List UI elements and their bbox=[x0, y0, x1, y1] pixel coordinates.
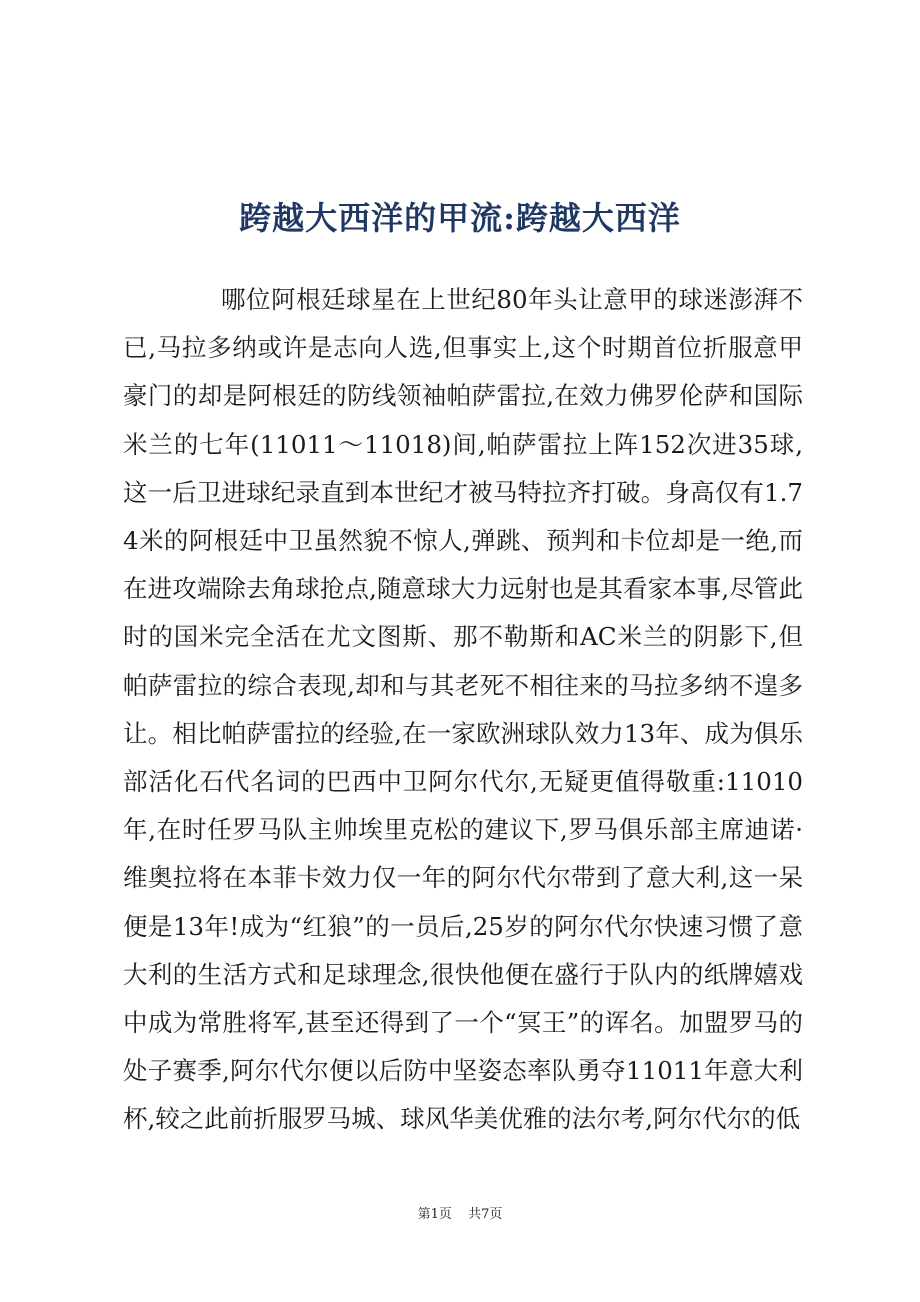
body-paragraph: 哪位阿根廷球星在上世纪80年头让意甲的球迷澎湃不已,马拉多纳或许是志向人选,但事实上,这个时期首位折服意甲豪门的却是阿根廷的防线领袖帕萨雷拉,在效力佛罗伦萨和国际米兰的七年(11011～11018)间,帕萨雷拉上阵152次进35球,这一后卫进球纪录直到本世纪才被马特拉齐打破。身高仅有1.74米的阿根廷中卫虽然貌不惊人,弹跳、预判和卡位却是一绝,而在进攻端除去角球抢点,随意球大力远射也是其看家本事,尽管此时的国米完全活在尤文图斯、那不勒斯和AC米兰的阴影下,但帕萨雷拉的综合表现,却和与其老死不相往来的马拉多纳不遑多让。相比帕萨雷拉的经验,在一家欧洲球队效力13年、成为俱乐部活化石代名词的巴西中卫阿尔代尔,无疑更值得敬重:11010年,在时任罗马队主帅埃里克松的建议下,罗马俱乐部主席迪诺·维奥拉将在本菲卡效力仅一年的阿尔代尔带到了意大利,这一呆便是13年!成为“红狼”的一员后,25岁的阿尔代尔快速习惯了意大利的生活方式和足球理念,很快他便在盛行于队内的纸牌嬉戏中成为常胜将军,甚至还得到了一个“冥王”的诨名。加盟罗马的处子赛季,阿尔代尔便以后防中坚姿态率队勇夺11011年意大利杯,较之此前折服罗马城、球风华美优雅的法尔考,阿尔代尔的低 bbox=[123, 285, 803, 1134]
document-title: 跨越大西洋的甲流:跨越大西洋 bbox=[239, 199, 681, 237]
page-total: 共7页 bbox=[468, 1207, 503, 1222]
page-number: 第1页 bbox=[417, 1207, 452, 1222]
page-footer bbox=[0, 1205, 920, 1225]
